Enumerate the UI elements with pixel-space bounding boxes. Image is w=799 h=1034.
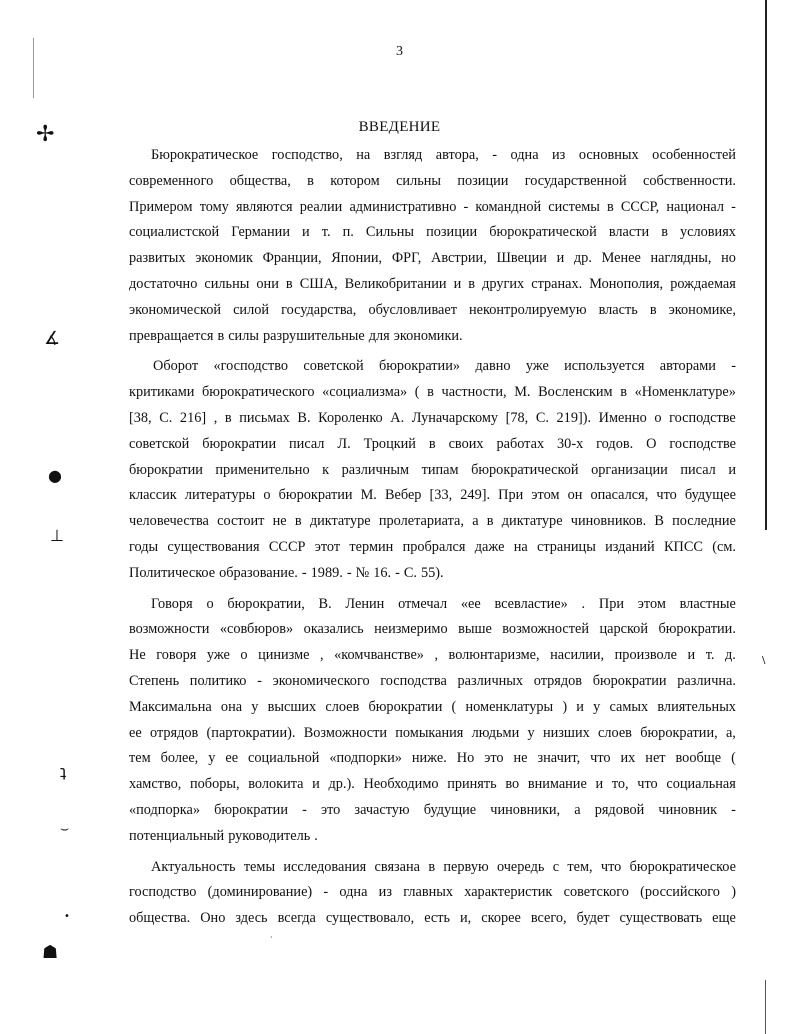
text-line: Оборот «господство советской бюрократии» давно уже используется авторами - (153, 358, 736, 375)
text-line: возможности «совбюров» оказались неизмеримо выше возможностей царской бюрократии. (129, 621, 736, 638)
text-line: Не говоря уже о цинизме , «комчванстве» , волюнтаризме, насилии, произволе и т. д. (129, 647, 736, 664)
text-line: потенциальный руководитель . (129, 827, 318, 844)
text-line: хамство, поборы, волокита и др.). Необходимо принять во внимание и то, что социальная (129, 776, 736, 793)
text-line: Говоря о бюрократии, В. Ленин отмечал «ее всевластие» . При этом властные (151, 595, 736, 612)
text-line: ее отрядов (партократии). Возможности помыкания людьми у низших слоев бюрократии, а, (129, 724, 736, 741)
text-line: общества. Оно здесь всегда существовало, есть и, скорее всего, будет существовать еще (129, 910, 736, 927)
text-line: «подпорка» бюрократии - это зачастую будущие чиновники, а рядовой чиновник - (129, 801, 736, 818)
scan-mark-pin: ✢ (36, 122, 55, 147)
text-line: Актуальность темы исследования связана в первую очередь с тем, что бюрократическое (151, 858, 736, 875)
text-line: превращается в силы разрушительные для экономики. (129, 327, 463, 344)
scan-mark-smudge: ☗ (42, 942, 59, 963)
scan-edge-line-lower (765, 980, 766, 1034)
section-heading: ВВЕДЕНИЕ (358, 119, 441, 135)
text-line: классик литературы о бюрократии М. Вебер [33, 249]. При этом он опасался, что будущее (129, 487, 736, 504)
text-line: современного общества, в котором сильны позиции государственной собственности. (129, 172, 736, 189)
paragraph (129, 143, 736, 349)
paragraph (129, 354, 736, 586)
page-number: 3 (396, 44, 403, 59)
text-line: Политическое образование. - 1989. - № 16. - С. 55). (129, 564, 444, 581)
text-line: тем более, у ее социальной «подпорки» ниже. Но это не значит, что их нет вообще ( (129, 750, 736, 767)
text-line: социалистской Германии и т. п. Сильны позиции бюрократической власти в условиях (129, 224, 736, 241)
text-line: советской бюрократии писал Л. Троцкий в своих работах 30-х годов. О господстве (129, 435, 736, 452)
text-line: Степень политико - экономического господства различных отрядов бюрократии различна. (129, 672, 736, 689)
text-line: господство (доминирование) - одна из главных характеристик советского (российского ) (129, 884, 736, 901)
body-text (129, 143, 736, 932)
scan-mark-hook: ʇ (60, 762, 67, 781)
text-line: Максимальна она у высших слоев бюрократии ( номенклатуры ) и у самых влиятельных (129, 698, 736, 715)
text-line: экономической силой государства, обусловливает неконтролируемую власть в экономике, (129, 301, 736, 318)
text-line: Бюрократическое господство, на взгляд автора, - одна из основных особенностей (151, 147, 736, 163)
scan-mark-blot: ● (48, 466, 62, 485)
paragraph (129, 855, 736, 932)
text-line: Примером тому являются реалии административно - командной системы в СССР, национал - (129, 198, 736, 215)
text-line: [38, С. 216] , в письмах В. Короленко А. Луначарскому [78, С. 219]). Именно о господстве (129, 409, 736, 426)
scan-mark-dot: • (64, 911, 70, 922)
text-line: годы существования СССР этот термин пробрался даже на страницы изданий КПСС (см. (129, 538, 736, 555)
paragraph (129, 592, 736, 850)
scan-mark-speck: · (270, 933, 273, 942)
scan-mark-angle: ∡ (44, 328, 61, 349)
text-line: бюрократии применительно к различным типам бюрократической организации писал и (129, 461, 736, 478)
text-line: критиками бюрократического «социализма» ( в частности, М. Восленским в «Номенклатуре» (129, 384, 736, 401)
text-line: достаточно сильны они в США, Великобритании и в других странах. Монополия, рождаемая (129, 275, 736, 292)
scan-mark-curve: ⌣ (60, 821, 70, 837)
scan-edge-line (765, 0, 767, 530)
scan-mark-tick: ⊥ (50, 526, 64, 545)
text-line: развитых экономик Франции, Японии, ФРГ, Австрии, Швеции и др. Менее наглядны, но (129, 250, 736, 267)
text-line: человечества состоит не в диктатуре пролетариата, а в диктатуре чиновников. В последние (129, 513, 736, 530)
scan-mark-right: \ (762, 655, 766, 666)
